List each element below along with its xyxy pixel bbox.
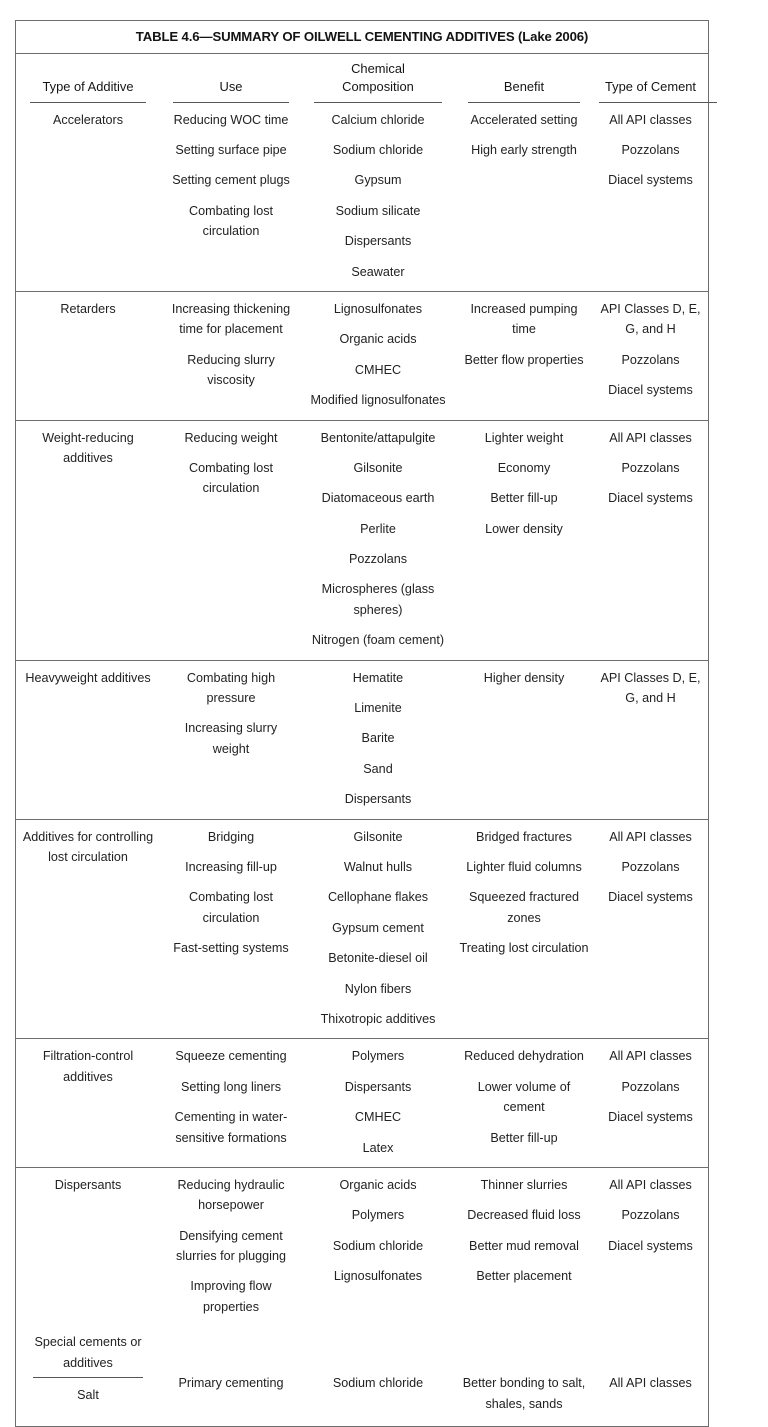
cell-entry: Fast-setting systems — [173, 941, 289, 956]
cell-benefit — [454, 1168, 594, 1326]
table-row — [16, 820, 708, 1040]
cell-entry: Better flow properties — [464, 352, 584, 367]
cell-entry: Combating lost circulation — [189, 460, 273, 496]
cell-benefit — [454, 421, 594, 660]
cell-entry: Latex — [362, 1140, 394, 1155]
cell-entry: Pozzolans — [621, 352, 680, 367]
cell-entry: Pozzolans — [621, 1079, 680, 1094]
column-header-line2: Benefit — [503, 79, 545, 95]
cell-entry: Calcium chloride — [331, 112, 425, 127]
cell-entry: Better bonding to salt, shales, sands — [462, 1376, 586, 1411]
cell-entry: Increasing fill-up — [185, 860, 277, 874]
table-header-row — [16, 54, 708, 103]
cell-type-of-additive — [16, 292, 160, 420]
column-header-use — [160, 54, 302, 103]
cell-entry: Diacel systems — [608, 1110, 693, 1125]
cell-type-of-additive — [16, 103, 160, 291]
cell-entry: High early strength — [471, 143, 577, 158]
table-row — [16, 421, 708, 661]
cell-entry: Reducing WOC time — [173, 112, 289, 127]
cell-entry: Reducing hydraulic horsepower — [177, 1177, 285, 1213]
cell-type-of-additive — [16, 1039, 160, 1167]
column-header-type-of-additive — [16, 54, 160, 103]
cell-entry: Sodium chloride — [332, 1376, 424, 1391]
cell-chemical-composition — [302, 421, 454, 660]
table-row — [16, 1168, 708, 1326]
cell-chemical-composition — [302, 820, 454, 1039]
cell-type-of-cement — [594, 820, 707, 1039]
cell-entry: Diacel systems — [608, 491, 693, 506]
cell-entry: Decreased fluid loss — [467, 1208, 581, 1223]
cell-entry: Dispersants — [344, 234, 412, 249]
table-row — [16, 1326, 708, 1426]
cell-type-of-cement — [594, 1039, 707, 1167]
cell-type-of-cement — [594, 1326, 707, 1426]
cell-entry: Reduced dehydration — [464, 1049, 584, 1064]
cell-entry: Combating lost circulation — [189, 203, 273, 239]
cell-type-of-additive — [16, 661, 160, 819]
cell-entry: Pozzolans — [621, 143, 680, 158]
cell-entry: Accelerated setting — [470, 112, 578, 127]
cell-type-of-cement — [594, 421, 707, 660]
cell-type-of-additive — [16, 1326, 160, 1426]
cell-entry: Barite — [361, 731, 395, 746]
special-group-heading: Special cements or additives — [34, 1335, 142, 1370]
cell-entry: Densifying cement slurries for plugging — [176, 1228, 286, 1264]
cell-benefit — [454, 103, 594, 291]
cell-entry: Setting cement plugs — [172, 173, 290, 188]
cell-entry: Limenite — [354, 701, 402, 716]
cell-entry: Weight-reducing additives — [42, 430, 134, 465]
cell-entry: Reducing slurry viscosity — [187, 352, 275, 388]
cell-entry: Nylon fibers — [344, 981, 412, 996]
cell-entry: Microspheres (glass spheres) — [321, 582, 435, 617]
cell-entry: Lower density — [485, 521, 563, 536]
cell-entry: Combating high pressure — [186, 670, 276, 706]
cell-entry: Squeeze cementing — [175, 1049, 287, 1064]
cementing-additives-table — [15, 20, 709, 1427]
cell-entry: Dispersants — [344, 1079, 412, 1094]
cell-entry: All API classes — [609, 829, 692, 844]
cell-type-of-additive — [16, 820, 160, 1039]
cell-entry: Lighter fluid columns — [466, 860, 582, 874]
cell-entry: Lignosulfonates — [333, 301, 423, 316]
cell-entry: Diacel systems — [608, 383, 693, 398]
cell-entry: Seawater — [351, 264, 405, 279]
cell-benefit — [454, 1039, 594, 1167]
cell-entry: All API classes — [609, 1376, 692, 1391]
cell-entry: Perlite — [360, 521, 396, 536]
cell-entry: API Classes D, E, G, and H — [600, 670, 701, 706]
cell-entry: Salt — [77, 1388, 99, 1403]
cell-entry: Hematite — [352, 670, 404, 685]
cell-entry: Betonite-diesel oil — [328, 951, 428, 966]
cell-entry: Dispersants — [344, 792, 412, 807]
cell-entry: Cellophane flakes — [327, 890, 429, 905]
cell-entry: Polymers — [351, 1208, 405, 1223]
cell-entry: Pozzolans — [621, 1208, 680, 1223]
cell-entry: Nitrogen (foam cement) — [311, 633, 445, 648]
cell-use — [160, 103, 302, 291]
cell-entry: CMHEC — [354, 1110, 402, 1125]
cell-entry: Lighter weight — [484, 430, 564, 445]
cell-entry: Setting surface pipe — [175, 143, 287, 158]
cell-benefit — [454, 661, 594, 819]
cell-entry: Pozzolans — [348, 552, 408, 567]
cell-type-of-additive — [16, 421, 160, 660]
table-row — [16, 1039, 708, 1168]
cell-entry: Better mud removal — [469, 1238, 579, 1253]
cell-type-of-cement — [594, 661, 707, 819]
cell-chemical-composition — [302, 103, 454, 291]
cell-entry: Treating lost circulation — [459, 941, 589, 956]
cell-entry: Better placement — [476, 1269, 572, 1284]
cell-entry: Polymers — [351, 1049, 405, 1064]
cell-entry: Lignosulfonates — [333, 1269, 423, 1284]
cell-entry: Additives for controlling lost circulation — [22, 829, 154, 864]
cell-chemical-composition — [302, 1168, 454, 1326]
cell-entry: Bentonite/attapulgite — [320, 430, 436, 445]
cell-entry: Combating lost circulation — [189, 890, 273, 925]
cell-use — [160, 292, 302, 420]
cell-entry: Pozzolans — [621, 460, 680, 475]
table-row — [16, 661, 708, 820]
cell-entry: Walnut hulls — [343, 860, 413, 874]
cell-chemical-composition — [302, 292, 454, 420]
cell-entry: All API classes — [609, 1177, 692, 1192]
cell-entry: All API classes — [609, 1049, 692, 1064]
cell-entry: Gypsum cement — [332, 920, 424, 935]
cell-entry: Increasing thickening time for placement — [171, 301, 291, 337]
cell-entry: Sodium silicate — [335, 203, 421, 218]
table-title: TABLE 4.6—SUMMARY OF OILWELL CEMENTING ADDITIVES (Lake 2006) — [16, 21, 708, 54]
cell-entry: Higher density — [483, 670, 565, 685]
table-row — [16, 292, 708, 421]
special-group-rule — [33, 1377, 143, 1378]
column-header-line1: Chemical — [351, 61, 405, 76]
cell-entry: Heavyweight additives — [25, 670, 151, 685]
cell-entry: Thinner slurries — [480, 1177, 568, 1192]
column-header-line2: Composition — [342, 79, 414, 95]
cell-entry: Increased pumping time — [470, 301, 578, 337]
cell-entry: Dispersants — [54, 1177, 122, 1192]
cell-entry: Improving flow properties — [190, 1279, 272, 1314]
cell-entry: Squeezed fractured zones — [469, 890, 579, 925]
cell-type-of-cement — [594, 292, 707, 420]
cell-type-of-additive — [16, 1168, 160, 1326]
cell-use — [160, 1039, 302, 1167]
column-header-benefit — [454, 54, 594, 103]
cell-benefit — [454, 1326, 594, 1426]
cell-use — [160, 820, 302, 1039]
column-header-line2: Type of Cement — [605, 79, 696, 95]
cell-entry: Accelerators — [53, 112, 123, 127]
cell-entry: Setting long liners — [180, 1079, 282, 1094]
cell-entry: Better fill-up — [490, 1130, 558, 1145]
cell-entry: Diacel systems — [608, 890, 693, 905]
cell-type-of-cement — [594, 103, 707, 291]
cell-entry: Primary cementing — [178, 1376, 284, 1391]
column-header-chemical-composition — [302, 54, 454, 103]
cell-entry: All API classes — [609, 430, 692, 445]
column-header-type-of-cement — [594, 54, 707, 103]
column-header-line2: Use — [219, 79, 243, 95]
cell-entry: Bridged fractures — [476, 829, 572, 844]
cell-entry: CMHEC — [354, 362, 402, 377]
cell-entry: Thixotropic additives — [320, 1011, 436, 1026]
cell-entry: Reducing weight — [184, 430, 278, 445]
cell-entry: All API classes — [609, 112, 692, 127]
cell-entry: Gilsonite — [353, 460, 403, 475]
cell-chemical-composition — [302, 1039, 454, 1167]
cell-entry: Organic acids — [339, 332, 417, 347]
cell-entry: Sand — [363, 761, 393, 776]
cell-entry: Retarders — [60, 301, 116, 316]
cell-entry: API Classes D, E, G, and H — [600, 301, 701, 337]
cell-entry: Cementing in water-sensitive formations — [174, 1110, 288, 1145]
cell-chemical-composition — [302, 1326, 454, 1426]
cell-benefit — [454, 292, 594, 420]
cell-entry: Better fill-up — [490, 491, 558, 506]
cell-use — [160, 421, 302, 660]
cell-benefit — [454, 820, 594, 1039]
cell-entry: Economy — [497, 460, 551, 475]
cell-entry: Bridging — [207, 829, 255, 844]
cell-use — [160, 1168, 302, 1326]
cell-entry: Modified lignosulfonates — [310, 393, 446, 408]
cell-entry: Sodium chloride — [332, 143, 424, 158]
cell-entry: Gilsonite — [353, 829, 403, 844]
cell-entry: Gypsum — [354, 173, 402, 188]
cell-entry: Pozzolans — [621, 860, 680, 874]
cell-entry: Diacel systems — [608, 1238, 693, 1253]
cell-entry: Increasing slurry weight — [184, 721, 278, 756]
cell-entry: Diacel systems — [608, 173, 693, 188]
cell-chemical-composition — [302, 661, 454, 819]
cell-use — [160, 1326, 302, 1426]
column-header-line2: Type of Additive — [42, 79, 134, 95]
cell-entry: Organic acids — [339, 1177, 417, 1192]
cell-type-of-cement — [594, 1168, 707, 1326]
cell-entry: Filtration-control additives — [42, 1049, 134, 1084]
cell-entry: Diatomaceous earth — [321, 491, 435, 506]
cell-entry: Sodium chloride — [332, 1238, 424, 1253]
cell-use — [160, 661, 302, 819]
table-row — [16, 103, 708, 292]
cell-entry: Lower volume of cement — [477, 1079, 571, 1115]
